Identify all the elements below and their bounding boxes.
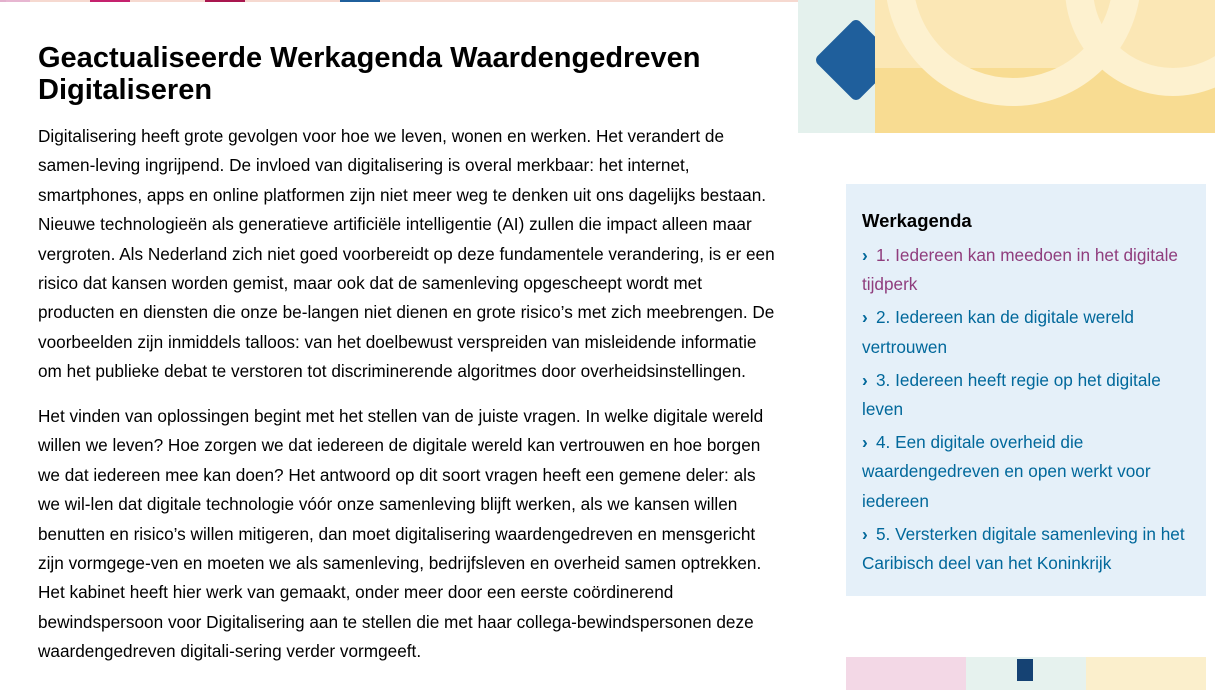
chevron-right-icon: › — [862, 307, 868, 328]
header-banner-right — [875, 0, 1215, 133]
werkagenda-link-1[interactable] — [862, 241, 1192, 299]
rijksoverheid-logo-icon — [1017, 659, 1033, 681]
werkagenda-link-label: 4. Een digitale overheid die waardengedreven en open werkt voor iedereen — [862, 432, 1151, 511]
article-content — [0, 2, 798, 690]
werkagenda-link-label: 2. Iedereen kan de digitale wereld vertrouwen — [862, 307, 1134, 357]
werkagenda-link-2[interactable] — [862, 303, 1192, 361]
publication-thumbnail[interactable] — [846, 657, 1206, 690]
werkagenda-link-label: 3. Iedereen heeft regie op het digitale leven — [862, 369, 1161, 420]
sidebar-heading: Werkagenda — [862, 210, 972, 231]
werkagenda-link-label: 1. Iedereen kan meedoen in het digitale tijdperk — [862, 245, 1178, 295]
chevron-right-icon: › — [862, 432, 868, 453]
werkagenda-link-3[interactable] — [862, 366, 1192, 424]
page-title: Geactualiseerde Werkagenda Waardengedreven Digitaliseren — [38, 42, 701, 106]
werkagenda-link-label: 5. Versterken digitale samenleving in het Caribisch deel van het Koninkrijk — [862, 523, 1185, 574]
chevron-right-icon: › — [862, 245, 868, 265]
intro-paragraph: Digitalisering heeft grote gevolgen voor hoe we leven, wonen en werken. Het verandert de samen-leving ingrijpend. De invloed van digitalisering is overal merkbaar: het internet, smartphones, apps en online platformen zijn niet meer weg te denken uit ons dagelijks bestaan. Nieuwe technologieën als generatieve artificiële intelligentie (AI) zullen die impact alleen maar vergroten. Als Nederland zich niet goed voorbereidt op deze fundamentele verandering, is er een risico dat kansen worden gemist, maar ook dat de samenleving opgescheept wordt met producten en diensten die onze be-langen niet dienen en grote risico’s met zich meebrengen. De voorbeelden zijn inmiddels talloos: van het doelbewust verspreiden van misleidende informatie om het publieke debat te verstoren tot discriminerende algoritmes door overheidsinstellingen. — [38, 126, 775, 382]
body-paragraph: Het vinden van oplossingen begint met het stellen van de juiste vragen. In welke digitale wereld willen we leven? Hoe zorgen we dat iedereen de digitale wereld kan vertrouwen en hoe borgen we dat iedereen mee kan doen? Het antwoord op dit soort vragen heeft een gemene deler: als we wil-len dat digitale technologie vóór onze samenleving blijft werken, als we kansen willen benutten en risico’s willen mitigeren, dan moet digitalisering waardengedreven en mensgericht zijn vormgege-ven en moeten we als samenleving, bedrijfsleven en overheid samen optrekken. Het kabinet heeft hier werk van gemaakt, onder meer door een eerste coördinerend bewindspersoon voor Digitalisering aan te stellen die met haar collega-bewindspersonen deze waardengedreven digitali-sering verder vormgeeft. — [38, 406, 764, 662]
werkagenda-list — [862, 241, 1192, 582]
werkagenda-sidebar — [846, 184, 1206, 596]
chevron-right-icon: › — [862, 369, 868, 390]
chevron-right-icon: › — [862, 523, 868, 544]
werkagenda-link-4[interactable] — [862, 428, 1192, 516]
werkagenda-link-5[interactable] — [862, 520, 1192, 578]
